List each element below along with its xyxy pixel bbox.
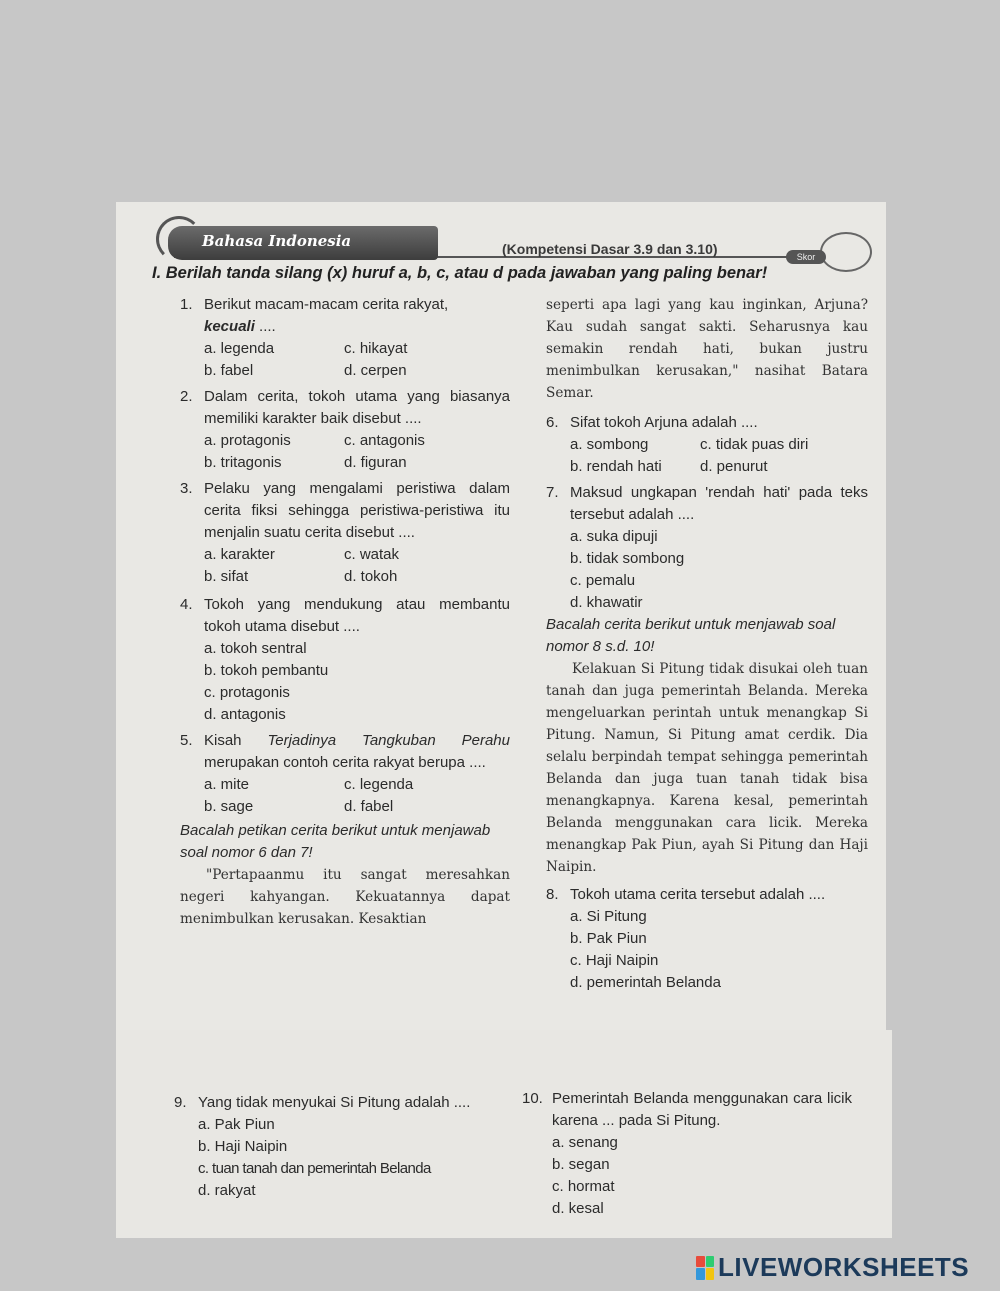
option[interactable]: a. senang (552, 1134, 618, 1151)
worksheet-page-2 (116, 1030, 892, 1238)
option[interactable]: c. protagonis (204, 684, 290, 701)
question-6: 6. Sifat tokoh Arjuna adalah .... a. sombong c. tidak puas diri b. rendah hati d. penurut (546, 412, 868, 478)
option[interactable]: c. tidak puas diri (700, 436, 809, 453)
option[interactable]: c. tuan tanah dan pemerintah Belanda (198, 1160, 431, 1177)
kompetensi-label: (Kompetensi Dasar 3.9 dan 3.10) (502, 241, 718, 257)
option[interactable]: d. tokoh (344, 568, 398, 585)
question-4: 4. Tokoh yang mendukung atau membantu tokoh utama disebut .... a. tokoh sentral b. tokoh pembantu c. protagonis d. antagonis (180, 594, 510, 726)
worksheet-page (116, 202, 886, 1030)
option[interactable]: b. tokoh pembantu (204, 662, 329, 679)
option[interactable]: a. Pak Piun (198, 1116, 275, 1133)
option[interactable]: a. karakter (204, 546, 275, 563)
reading-instruction-1: Bacalah petikan cerita berikut untuk menjawab soal nomor 6 dan 7! (180, 822, 491, 861)
option[interactable]: d. cerpen (344, 362, 407, 379)
option[interactable]: c. pemalu (570, 572, 636, 589)
question-10: 10. Pemerintah Belanda menggunakan cara licik karena ... pada Si Pitung. a. senang b. segan c. hormat d. kesal (522, 1088, 852, 1220)
option[interactable]: b. Haji Naipin (198, 1138, 288, 1155)
option[interactable]: d. kesal (552, 1200, 604, 1217)
option[interactable]: c. antagonis (344, 432, 425, 449)
option[interactable]: b. tidak sombong (570, 550, 685, 567)
reading-passage-1-part-1: "Pertapaanmu itu sangat meresahkan negeri kahyangan. Kekuatannya dapat menimbulkan kerusakan. Kesaktian (180, 867, 510, 927)
question-5: 5. Kisah Terjadinya Tangkuban Perahu merupakan contoh cerita rakyat berupa .... a. mite c. legenda b. sage d. fabel (180, 730, 510, 818)
option[interactable]: a. suka dipuji (570, 528, 658, 545)
option[interactable]: d. figuran (344, 454, 407, 471)
option[interactable]: b. sage (204, 798, 254, 815)
watermark-text: LIVEWORKSHEETS (718, 1252, 970, 1282)
option[interactable]: d. fabel (344, 798, 394, 815)
liveworksheets-logo-icon (696, 1256, 714, 1280)
option[interactable]: d. rakyat (198, 1182, 256, 1199)
reading-instruction-2: Bacalah cerita berikut untuk menjawab soal nomor 8 s.d. 10! (546, 616, 836, 655)
option[interactable]: a. sombong (570, 436, 649, 453)
subject-title: Bahasa Indonesia (202, 232, 352, 250)
question-8: 8. Tokoh utama cerita tersebut adalah .... a. Si Pitung b. Pak Piun c. Haji Naipin d. pemerintah Belanda (546, 884, 868, 994)
option[interactable]: a. tokoh sentral (204, 640, 307, 657)
option[interactable]: b. Pak Piun (570, 930, 647, 947)
subject-banner (154, 216, 844, 260)
right-column (546, 294, 868, 994)
option[interactable]: b. segan (552, 1156, 610, 1173)
question-2: 2. Dalam cerita, tokoh utama yang biasanya memiliki karakter baik disebut .... a. protagonis c. antagonis b. tritagonis d. figuran (180, 386, 510, 474)
liveworksheets-watermark (696, 1252, 969, 1283)
score-circle (820, 232, 872, 272)
option[interactable]: c. hikayat (344, 340, 408, 357)
option[interactable]: b. tritagonis (204, 454, 282, 471)
left-column (180, 294, 510, 930)
score-badge: Skor (786, 250, 826, 264)
option[interactable]: c. hormat (552, 1178, 615, 1195)
reading-passage-2: Kelakuan Si Pitung tidak disukai oleh tuan tanah dan juga pemerintah Belanda. Mereka mengeluarkan perintah untuk menangkap Si Pitung. Namun, Si Pitung amat cerdik. Dia selalu berpindah tempat sehingga pemerintah Belanda dan juga tuan tanah tidak bisa menangkapnya. Karena kesal, pemerintah Belanda menggunakan cara licik. Mereka menangkap Pak Piun, ayah Si Pitung dan Haji Naipin. (546, 661, 868, 875)
option[interactable]: d. antagonis (204, 706, 286, 723)
option[interactable]: d. penurut (700, 458, 768, 475)
question-3: 3. Pelaku yang mengalami peristiwa dalam cerita fiksi sehingga peristiwa-peristiwa itu menjalin suatu cerita disebut .... a. karakter c. watak b. sifat d. tokoh (180, 478, 510, 588)
question-1: 1. Berikut macam-macam cerita rakyat, kecuali .... a. legenda c. hikayat b. fabel d. cerpen (180, 294, 510, 382)
question-9: 9. Yang tidak menyukai Si Pitung adalah .... a. Pak Piun b. Haji Naipin c. tuan tanah dan pemerintah Belanda d. rakyat (174, 1092, 504, 1202)
option[interactable]: d. pemerintah Belanda (570, 974, 721, 991)
section-instruction: I. Berilah tanda silang (x) huruf a, b, c, atau d pada jawaban yang paling benar! (152, 264, 768, 282)
option[interactable]: c. Haji Naipin (570, 952, 659, 969)
option[interactable]: a. protagonis (204, 432, 291, 449)
swoosh-icon (156, 216, 202, 262)
option[interactable]: a. Si Pitung (570, 908, 647, 925)
option[interactable]: b. sifat (204, 568, 249, 585)
option[interactable]: b. fabel (204, 362, 254, 379)
option[interactable]: d. khawatir (570, 594, 643, 611)
option[interactable]: c. legenda (344, 776, 414, 793)
question-7: 7. Maksud ungkapan 'rendah hati' pada teks tersebut adalah .... a. suka dipuji b. tidak sombong c. pemalu d. khawatir (546, 482, 868, 614)
option[interactable]: a. legenda (204, 340, 275, 357)
reading-passage-1-part-2: seperti apa lagi yang kau inginkan, Arjuna? Kau sudah sangat sakti. Seharusnya kau semakin rendah hati, bukan justru menimbulkan kerusakan," nasihat Batara Semar. (546, 297, 868, 401)
option[interactable]: a. mite (204, 776, 250, 793)
option[interactable]: c. watak (344, 546, 400, 563)
option[interactable]: b. rendah hati (570, 458, 662, 475)
